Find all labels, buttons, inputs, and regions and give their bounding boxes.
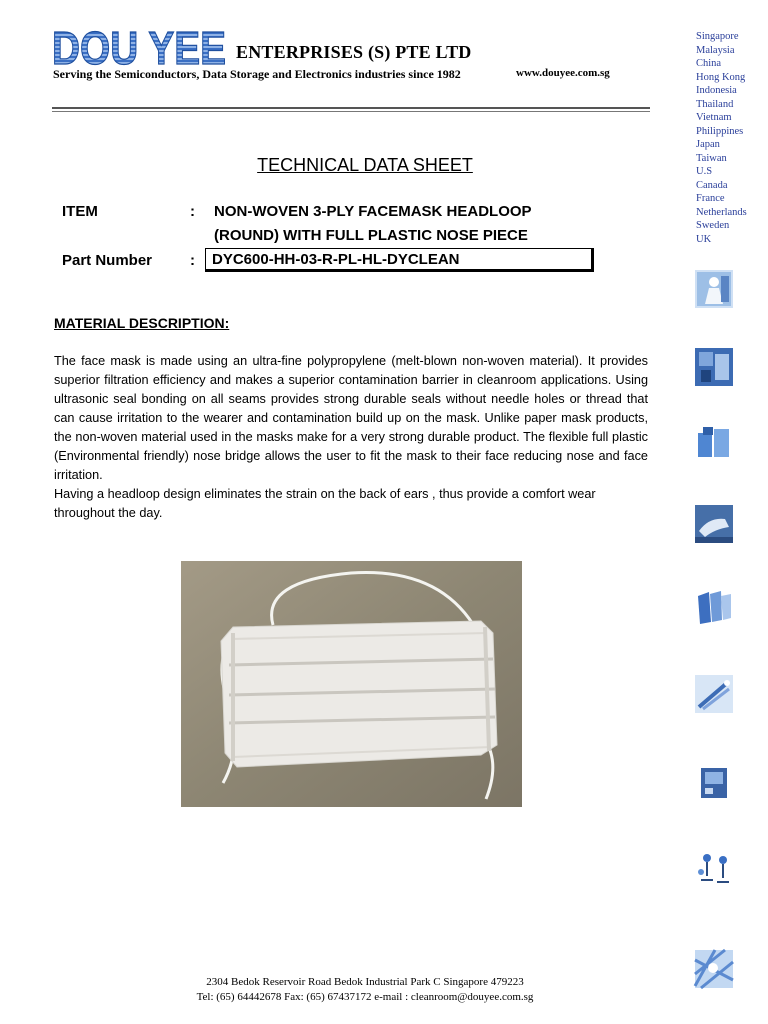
country-item: Singapore	[696, 31, 739, 42]
company-name: ENTERPRISES (S) PTE LTD	[236, 42, 472, 62]
tagline: Serving the Semiconductors, Data Storage and Electronics industries since 1982	[53, 67, 461, 81]
country-item: Canada	[696, 179, 728, 191]
item-label: ITEM	[62, 203, 98, 220]
part-number-label: Part Number	[62, 252, 153, 269]
description-paragraph: The face mask is made using an ultra-fine polypropylene (melt-blown non-woven material). It provides superior filtration efficiency and makes a superior contamination barrier in cleanroom applications. Using ultrasonic seal bonding on all seams provides strong durable seals without needle holes or thread that can cause irritation to the wearer and contamination build up on the mask. Unlike paper mask products, the non-woven material used in the masks make for a very strong durable product. The flexible full plastic (Environmental friendly) nose bridge allows the user to fit the mask to their face reducing nose and face irritation.	[54, 354, 648, 482]
country-item: Malaysia	[696, 44, 735, 56]
packaging-photo	[695, 425, 733, 463]
gloved-hand-photo	[695, 505, 733, 543]
item-value-line1: NON-WOVEN 3-PLY FACEMASK HEADLOOP	[214, 203, 532, 220]
country-item: Vietnam	[696, 112, 732, 123]
country-item: Sweden	[696, 220, 730, 231]
document-stack-photo	[695, 588, 733, 626]
part-number-value: DYC600-HH-03-R-PL-HL-DYCLEAN	[212, 251, 460, 268]
part-number-box	[205, 248, 594, 272]
website-link[interactable]: www.douyee.com.sg	[516, 67, 610, 79]
country-item: Thailand	[696, 98, 734, 110]
country-item: U.S	[696, 166, 713, 177]
facemask-photo	[181, 561, 522, 807]
country-item: France	[696, 193, 725, 204]
footer-contact: Tel: (65) 64442678 Fax: (65) 67437172 e-mail : cleanroom@douyee.com.sg	[196, 991, 534, 1003]
item-colon: :	[190, 203, 195, 220]
item-value-line2: (ROUND) WITH FULL PLASTIC NOSE PIECE	[214, 227, 528, 244]
cleanroom-worker-photo	[695, 270, 733, 308]
machine-photo	[695, 764, 733, 802]
part-number-colon: :	[190, 252, 195, 269]
country-item: Netherlands	[696, 206, 747, 218]
header-divider-thin	[52, 111, 650, 112]
country-item: Indonesia	[696, 85, 737, 96]
cleanroom-equipment-photo	[695, 348, 733, 386]
dou-yee-logo	[52, 22, 228, 74]
country-list	[696, 30, 766, 246]
logo-text: DOU YEE	[52, 22, 226, 74]
country-item: Japan	[696, 139, 720, 150]
header-divider	[52, 107, 650, 109]
document-title: TECHNICAL DATA SHEET	[257, 155, 473, 175]
footer-address: 2304 Bedok Reservoir Road Bedok Industrial Park C Singapore 479223	[206, 976, 524, 988]
material-description-heading: MATERIAL DESCRIPTION:	[54, 315, 230, 331]
headloop-paragraph: Having a headloop design eliminates the strain on the back of ears , thus provide a comfort wear throughout the day.	[54, 487, 596, 520]
chairs-photo	[695, 850, 733, 888]
country-item: Hong Kong	[696, 71, 746, 83]
country-item: China	[696, 58, 722, 69]
country-item: UK	[696, 233, 712, 245]
country-item: Taiwan	[696, 152, 727, 164]
country-item: Philippines	[696, 125, 744, 137]
swabs-photo	[695, 675, 733, 713]
